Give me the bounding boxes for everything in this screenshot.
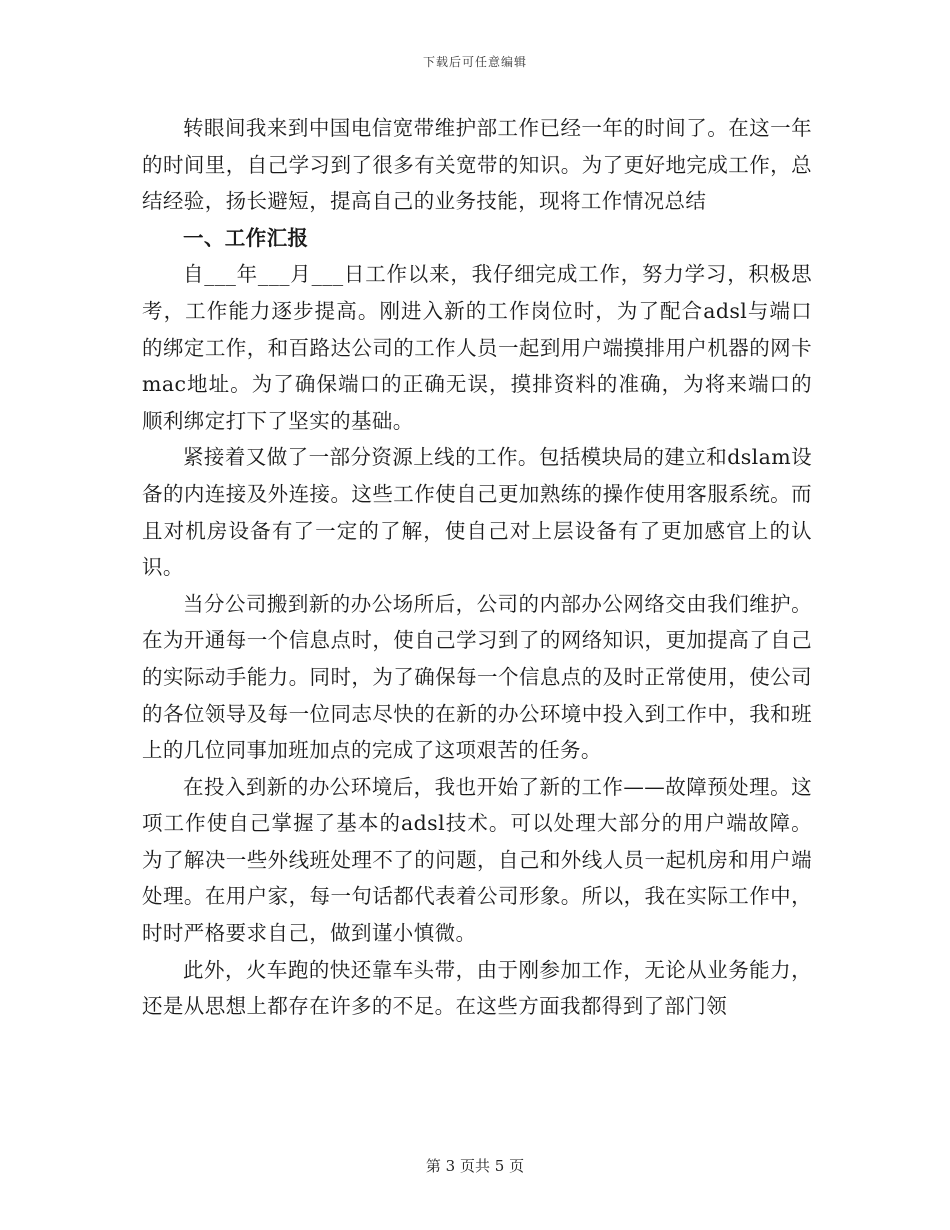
intro-paragraph: 转眼间我来到中国电信宽带维护部工作已经一年的时间了。在这一年的时间里，自己学习到了很多有关宽带的知识。为了更好地完成工作，总结经验，扬长避短，提高自己的业务技能，现将工作情况总结	[142, 116, 812, 214]
page-footer: 第 3 页共 5 页	[425, 1157, 525, 1175]
body-paragraph-2: 紧接着又做了一部分资源上线的工作。包括模块局的建立和dslam设备的内连接及外连接。这些工作使自己更加熟练的操作使用客服系统。而且对机房设备有了一定的了解，使自己对上层设备有了更加感官上的认识。	[142, 445, 812, 580]
section-heading: 一、工作汇报	[183, 225, 309, 250]
body-paragraph-4: 在投入到新的办公环境后，我也开始了新的工作——故障预处理。这项工作使自己掌握了基本的adsl技术。可以处理大部分的用户端故障。为了解决一些外线班处理不了的问题，自己和外线人员一起机房和用户端处理。在用户家，每一句话都代表着公司形象。所以，我在实际工作中，时时严格要求自己，做到谨小慎微。	[142, 774, 812, 946]
document-body	[142, 110, 812, 1025]
body-paragraph-3: 当分公司搬到新的办公场所后，公司的内部办公网络交由我们维护。在为开通每一个信息点时，使自己学习到了的网络知识，更加提高了自己的实际动手能力。同时，为了确保每一个信息点的及时正常使用，使公司的各位领导及每一位同志尽快的在新的办公环境中投入到工作中，我和班上的几位同事加班加点的完成了这项艰苦的任务。	[142, 591, 812, 763]
page-header: 下载后可任意编辑	[422, 55, 527, 69]
body-paragraph-1: 自___年___月___日工作以来，我仔细完成工作，努力学习，积极思考，工作能力逐步提高。刚进入新的工作岗位时，为了配合adsl与端口的绑定工作，和百路达公司的工作人员一起到用户端摸排用户机器的网卡mac地址。为了确保端口的正确无误，摸排资料的准确，为将来端口的顺利绑定打下了坚实的基础。	[142, 262, 812, 433]
body-paragraph-5: 此外，火车跑的快还靠车头带，由于刚参加工作，无论从业务能力，还是从思想上都存在许多的不足。在这些方面我都得到了部门领	[142, 957, 812, 1019]
